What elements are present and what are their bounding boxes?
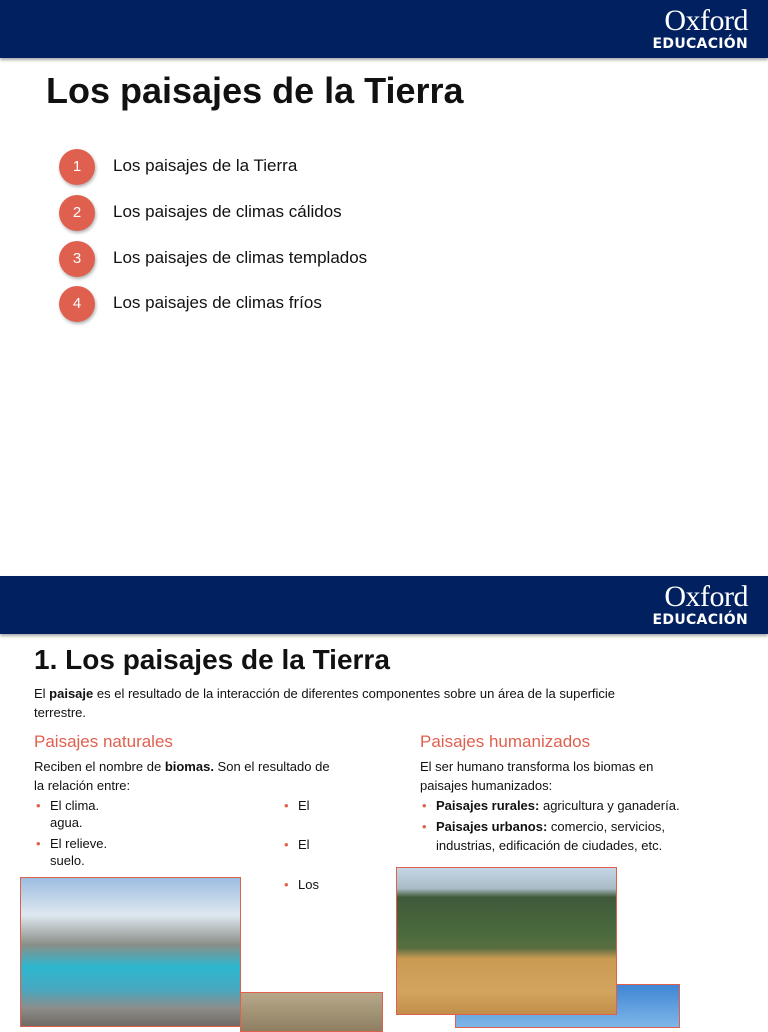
text-suelo: suelo. xyxy=(50,853,85,868)
logo-sub: EDUCACIÓN xyxy=(652,36,748,52)
slide2-header xyxy=(0,576,768,634)
bullet-clima: • El clima. xyxy=(50,796,99,815)
humanizados-heading: Paisajes humanizados xyxy=(420,732,591,751)
bullet-el-1: • El xyxy=(298,796,310,815)
oxford-logo xyxy=(653,582,748,628)
bullet-urbanos: • Paisajes urbanos: comercio, servicios, industrias, edificación de ciudades, etc. xyxy=(436,817,696,855)
intro-text: El paisaje es el resultado de la interacción de diferentes componentes sobre un área de la superficie terrestre. xyxy=(34,686,616,720)
logo-name: Oxford xyxy=(664,4,748,37)
slide2-title: 1. Los paisajes de la Tierra xyxy=(34,644,390,675)
naturales-text: Reciben el nombre de biomas. Son el resultado de la relación entre: xyxy=(34,759,330,793)
index-item-4[interactable]: Los paisajes de climas fríos xyxy=(113,293,322,312)
logo-sub: EDUCACIÓN xyxy=(652,612,748,628)
logo-name: Oxford xyxy=(664,580,748,613)
slide1-title: Los paisajes de la Tierra xyxy=(46,70,464,111)
bullet-los: • Los xyxy=(298,875,319,894)
bullet-relieve: • El relieve. xyxy=(50,834,107,853)
index-item-3[interactable]: Los paisajes de climas templados xyxy=(113,248,368,267)
text-agua: agua. xyxy=(50,815,83,830)
humanizados-text: El ser humano transforma los biomas en paisajes humanizados: xyxy=(420,759,654,793)
item-number-4[interactable]: 4 xyxy=(59,286,95,322)
item-number-2[interactable]: 2 xyxy=(59,195,95,231)
index-item-2[interactable]: Los paisajes de climas cálidos xyxy=(113,202,342,221)
slide1-header xyxy=(0,0,768,58)
item-number-1[interactable]: 1 xyxy=(59,149,95,185)
bullet-el-2: • El xyxy=(298,835,310,854)
item-number-3[interactable]: 3 xyxy=(59,241,95,277)
oxford-logo xyxy=(653,6,748,52)
farmland-image xyxy=(396,867,617,1015)
naturales-heading: Paisajes naturales xyxy=(34,732,173,751)
mountain-lake-image xyxy=(20,877,241,1027)
index-item-1[interactable]: Los paisajes de la Tierra xyxy=(113,156,298,175)
desert-image xyxy=(240,992,383,1032)
bullet-rurales: • Paisajes rurales: agricultura y ganadería. xyxy=(436,796,716,815)
